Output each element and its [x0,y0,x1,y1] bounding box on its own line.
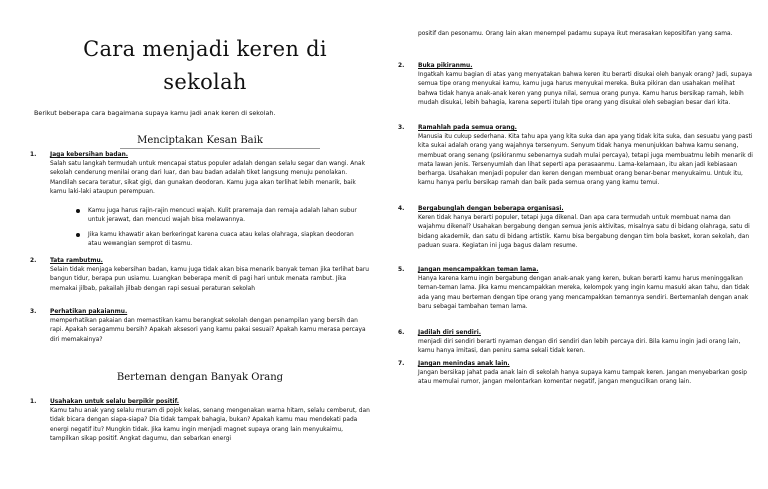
item-number: 3. [398,125,405,131]
section-heading-berteman: Berteman dengan Banyak Orang [116,372,284,383]
item-heading: Jangan menindas anak lain. [418,361,510,367]
item-heading: Buka pikiranmu. [418,63,473,69]
list-item [398,360,756,388]
item-text: menjadi diri sendiri berarti nyaman dengan diri sendiri dan lebih percaya diri. Bila kamu ingin jadi orang lain, kamu hanya imitasi, dan peniru sama sekali tidak keren. [418,339,741,355]
item-text: Jangan bersikap jahat pada anak lain di sekolah hanya supaya kamu tampak keren. Jangan menyebarkan gosip atau memulai rumor, jangan melontarkan komentar negatif, jangan mengucilkan orang lain. [418,370,747,386]
section-divider [120,148,320,149]
item-heading: Jadilah diri sendiri. [418,330,481,336]
item-heading: Perhatikan pakaianmu. [50,309,128,315]
item-text: Selain tidak menjaga kebersihan badan, kamu juga tidak akan bisa menarik banyak teman jika terlihat baru bangun tidur, berapa pun usiamu. Luangkan beberapa menit di pagi hari untuk menata rambut. Jika memakai jilbab, pakailah jilbab dengan rapi sesuai peraturan sekolah [50,267,370,292]
item-number: 4. [398,206,405,212]
item-number: 2. [30,258,37,264]
intro-text: Berikut beberapa cara bagaimana supaya kamu jadi anak keren di sekolah. [34,109,276,117]
item-number: 2. [398,63,405,69]
list-item [30,398,370,444]
list-item [30,151,370,197]
item-text: Salah satu langkah termudah untuk mencapai status populer adalah dengan selalu segar dan wangi. Anak sekolah cenderung menilai orang dari luar, dan bau badan adalah tiket langsung menuju penolakan. Mandilah secara teratur, sikat gigi, dan gunakan deodoran. Kamu juga akan terlihat lebih menarik, baik kamu laki-laki ataupun perempuan. [50,161,366,195]
item-number: 1. [30,399,37,405]
document-title: Cara menjadi keren di sekolah [83,37,327,94]
continuation-text [418,30,756,39]
continuation-paragraph: positif dan pesonamu. Orang lain akan menempel padamu supaya ikut merasakan kepositifan yang sama. [418,31,733,37]
item-number: 5. [398,267,405,273]
item-number: 6. [398,330,405,336]
item-number: 7. [398,361,405,367]
list-item [30,308,370,345]
bullet-item [76,231,368,249]
item-heading: Jangan mencampakkan teman lama. [418,267,539,273]
item-text: Kamu tahu anak yang selalu muram di pojok kelas, senang mengenakan warna hitam, selalu cemberut, dan tidak bicara dengan siapa-siapa? Dia tidak tampak bahagia, bukan? Apakah kamu mau mendekati pada energi negatif itu? Mungkin tidak. Jika kamu ingin menjadi magnet supaya orang lain menyukaimu, tampilkan sikap positif. Angkat dagumu, dan sebarkan energi [50,408,370,442]
item-heading: Jaga kebersihan badan. [50,152,129,158]
bullet-item [76,207,368,225]
item-number: 3. [30,309,37,315]
bullet-icon [76,209,80,213]
bullet-icon [76,233,80,237]
item-text: Ingatkah kamu bagian di atas yang menyatakan bahwa keren itu berarti disukai oleh banyak orang? Jadi, supaya semua tipe orang menyukai kamu, kamu juga harus menyukai mereka. Buka pikiran dan usahakan melihat bahwa tidak hanya anak-anak keren yang punya nilai, semua orang punya. Kamu harus bersikap ramah, lebih mudah disukai, lebih bahagia, karena seperti itulah tipe orang yang disukai oleh sebagian besar dari kita. [418,72,752,106]
list-item [398,62,756,108]
item-number: 1. [30,152,37,158]
list-item [398,329,756,357]
list-item [398,266,756,312]
item-heading: Usahakan untuk selalu berpikir positif. [50,399,180,405]
item-heading: Ramahlah pada semua orang. [418,125,517,131]
item-heading: Bergabunglah dengan beberapa organisasi. [418,206,564,212]
bullet-text: Kamu juga harus rajin-rajin mencuci wajah. Kulit praremaja dan remaja adalah lahan subur untuk jerawat, dan mencuci wajah bisa melawannya. [88,208,357,224]
section-heading-kesan-baik: Menciptakan Kesan Baik [137,135,263,146]
list-item [30,257,370,294]
item-text: memperhatikan pakaian dan memastikan kamu berangkat sekolah dengan penampilan yang bersih dan rapi. Apakah seragammu bersih? Apakah aksesori yang kamu pakai sesuai? Apakah kamu merasa percaya diri memakainya? [50,318,366,343]
item-text: Keren tidak hanya berarti populer, tetapi juga dikenal. Dan apa cara termudah untuk membuat nama dan wajahmu dikenal? Usahakan bergabung dengan semua jenis aktivitas, misalnya satu di bidang olahraga, satu di bidang akademik, dan satu di bidang artistik. Kamu bisa bergabung dengan tim bola basket, koran sekolah, dan paduan suara. Kegiatan ini juga bagus dalam resume. [418,215,750,249]
list-item [398,124,756,188]
item-text: Manusia itu cukup sederhana. Kita tahu apa yang kita suka dan apa yang tidak kita suka, dan sesuatu yang pasti kita sukai adalah orang yang wajahnya tersenyum. Senyum tidak hanya menunjukkan bahwa kamu senang, membuat orang senang (psikiranmu sebenarnya sudah mulai percaya), tetapi juga membuatmu lebih menarik di mata lawan jenis. Tersenyumlah dan lihat seperti apa perasaanmu. Lama-kelamaan, itu akan jadi kebiasaan berharga. Usahakan menjadi populer dan keren dengan membuat orang benar-benar menyukaimu. Untuk itu, kamu hanya perlu bersikap ramah dan baik pada semua orang yang kamu temui. [418,134,753,187]
bullet-text: Jika kamu khawatir akan berkeringat karena cuaca atau kelas olahraga, siapkan deodoran atau wewangian semprot di tasmu. [88,232,354,248]
item-text: Hanya karena kamu ingin bergabung dengan anak-anak yang keren, bukan berarti kamu harus meninggalkan teman-teman lama. Jika kamu mencampakkan mereka, kelompok yang ingin kamu masuki akan tahu, dan tidak ada yang mau berteman dengan tipe orang yang mencampakkan temannya sendiri. Bertemanlah dengan anak baru sebagai tambahan teman lama. [418,276,750,310]
list-item [398,205,756,251]
item-heading: Tata rambutmu. [50,258,103,264]
